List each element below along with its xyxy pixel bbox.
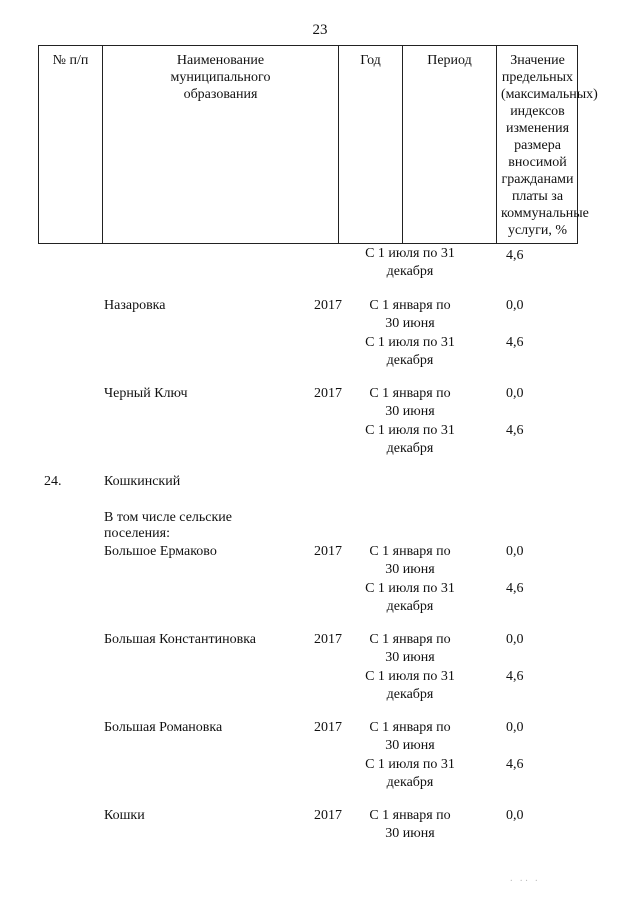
value-cell: 0,0 (506, 720, 524, 735)
value-cell: 0,0 (506, 386, 524, 401)
municipality-name: Большая Романовка (104, 720, 223, 735)
including-label: В том числе сельские поселения: (104, 510, 233, 541)
value-cell: 4,6 (506, 248, 524, 263)
period-cell: С 1 января по 30 июня (369, 632, 451, 665)
value-cell: 4,6 (506, 581, 524, 596)
value-cell: 0,0 (506, 298, 524, 313)
value-cell: 0,0 (506, 632, 524, 647)
value-cell: 0,0 (506, 544, 524, 559)
period-cell: С 1 января по 30 июня (369, 386, 451, 419)
year-cell: 2017 (314, 298, 342, 313)
table-header (38, 45, 598, 244)
header-period: Период (402, 46, 496, 243)
scan-artifact: · ·· · (509, 876, 540, 887)
value-cell: 4,6 (506, 669, 524, 684)
value-cell: 4,6 (506, 757, 524, 772)
municipality-name: Кошки (104, 808, 145, 823)
value-cell: 0,0 (506, 808, 524, 823)
year-cell: 2017 (314, 808, 342, 823)
value-cell: 4,6 (506, 423, 524, 438)
period-cell: С 1 июля по 31 декабря (365, 335, 455, 368)
year-cell: 2017 (314, 386, 342, 401)
period-cell: С 1 июля по 31 декабря (365, 423, 455, 456)
period-cell: С 1 июля по 31 декабря (365, 669, 455, 702)
district-name: Кошкинский (104, 474, 181, 489)
period-cell: С 1 января по 30 июня (369, 544, 451, 577)
header-municipality: Наименование муниципального образования (102, 46, 338, 243)
year-cell: 2017 (314, 544, 342, 559)
header-year: Год (338, 46, 402, 243)
header-number: № п/п (52, 53, 89, 68)
value-cell: 4,6 (506, 335, 524, 350)
page-number: 23 (312, 22, 328, 38)
header-index-value: Значение предельных (максимальных) индексов изменения размера вносимой гражданами платы за коммунальные услуги, % (496, 46, 578, 243)
municipality-name: Назаровка (104, 298, 166, 313)
year-cell: 2017 (314, 720, 342, 735)
period-cell: С 1 июля по 31 декабря (365, 246, 455, 279)
municipality-name: Большая Константиновка (104, 632, 257, 647)
row-number: 24. (44, 474, 62, 489)
period-cell: С 1 января по 30 июня (369, 808, 451, 841)
period-cell: С 1 июля по 31 декабря (365, 581, 455, 614)
municipality-name: Черный Ключ (104, 386, 188, 401)
period-cell: С 1 января по 30 июня (369, 298, 451, 331)
period-cell: С 1 января по 30 июня (369, 720, 451, 753)
year-cell: 2017 (314, 632, 342, 647)
period-cell: С 1 июля по 31 декабря (365, 757, 455, 790)
municipality-name: Большое Ермаково (104, 544, 217, 559)
